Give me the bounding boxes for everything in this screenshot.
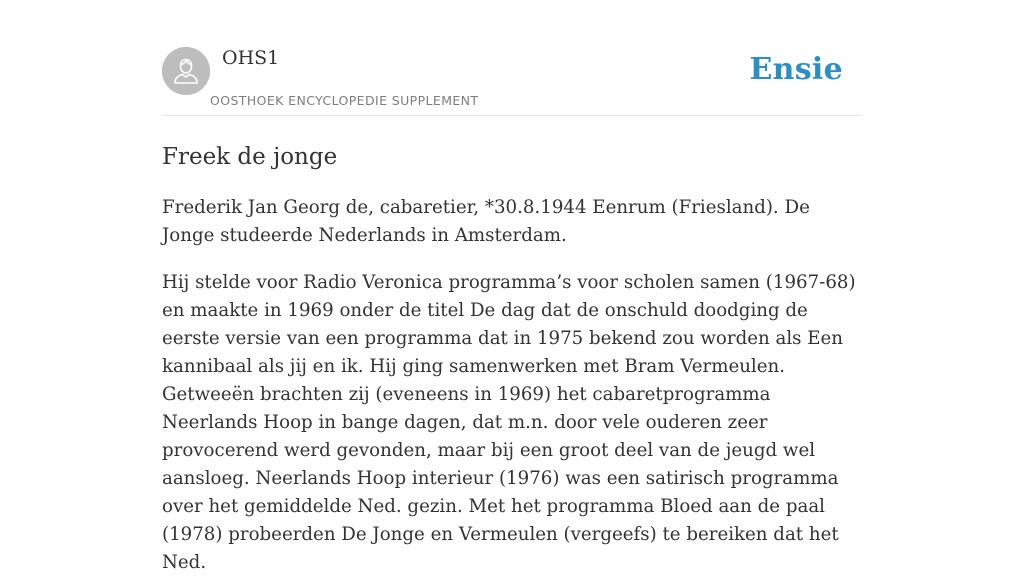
- source-label[interactable]: OOSTHOEK ENCYCLOPEDIE SUPPLEMENT: [210, 93, 479, 108]
- article-header: [162, 0, 862, 116]
- brand-logo[interactable]: Ensie: [749, 52, 843, 87]
- article-page: [162, 0, 862, 573]
- article-paragraph: Hij stelde voor Radio Veronica programma’s voor scholen samen (1967-68) en maakte in 1969 onder de titel De dag dat de onschuld doodging de eerste versie van een programma dat in 1975 bekend zou worden als Een kannibaal als jij en ik. Hij ging samenwerken met Bram Vermeulen. Getweeën brachten zij (eveneens in 1969) het cabaretprogramma Neerlands Hoop in bange dagen, dat m.n. door vele ouderen zeer provocerend werd gevonden, maar bij een groot deel van de jeugd wel aansloeg. Neerlands Hoop interieur (1976) was een satirisch programma over het gemiddelde Ned. gezin. Met het programma Bloed aan de paal (1978) probeerden De Jonge en Vermeulen (vergeefs) te bereiken dat het Ned.: [162, 272, 856, 573]
- article-paragraph: Frederik Jan Georg de, cabaretier, *30.8.1944 Eenrum (Friesland). De Jonge studeerde Nederlands in Amsterdam.: [162, 197, 810, 246]
- article-body: [162, 194, 862, 577]
- avatar[interactable]: [162, 47, 210, 95]
- article-title: Freek de jonge: [162, 144, 338, 170]
- user-icon: [162, 47, 210, 95]
- username-link[interactable]: OHS1: [222, 47, 280, 69]
